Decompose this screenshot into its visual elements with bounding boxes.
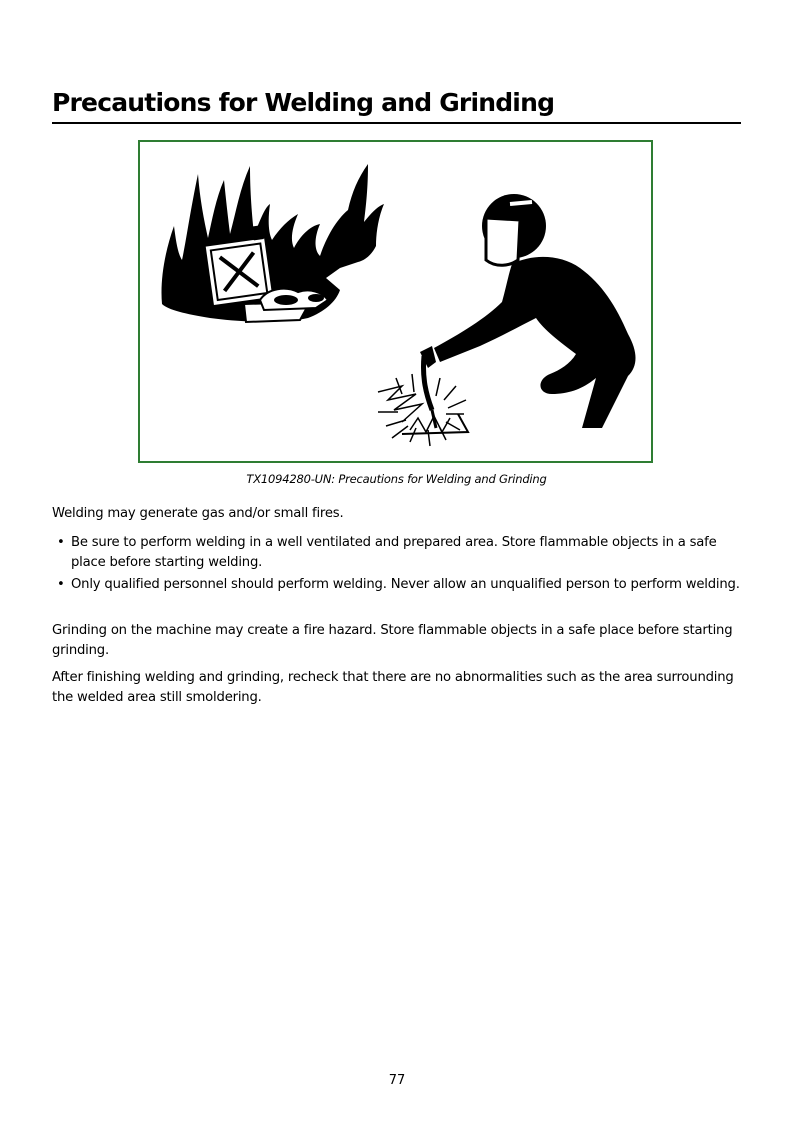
list-item: [52, 533, 744, 573]
title-underline: [52, 122, 741, 124]
figure-caption: TX1094280-UN: Precautions for Welding and Grinding: [246, 472, 547, 486]
welder-figure-icon: [420, 194, 636, 428]
page-number: 77: [388, 1073, 406, 1088]
precaution-list: [52, 533, 744, 597]
figure-frame: [138, 140, 653, 463]
bullet-icon: •: [57, 535, 65, 550]
page-title: Precautions for Welding and Grinding: [52, 88, 555, 117]
after-work-paragraph: After finishing welding and grinding, recheck that there are no abnormalities such as the area surrounding the welded area still smoldering.: [52, 670, 734, 705]
intro-text: Welding may generate gas and/or small fires.: [52, 506, 344, 521]
welding-fire-hazard-icon: [140, 142, 651, 461]
list-item: [52, 575, 744, 595]
list-item-text: Only qualified personnel should perform welding. Never allow an unqualified person to perform welding.: [71, 577, 740, 592]
bullet-icon: •: [57, 577, 65, 592]
list-item-text: Be sure to perform welding in a well ventilated and prepared area. Store flammable objects in a safe place before starting welding.: [71, 535, 717, 570]
grinding-paragraph: Grinding on the machine may create a fire hazard. Store flammable objects in a safe place before starting grinding.: [52, 623, 733, 658]
